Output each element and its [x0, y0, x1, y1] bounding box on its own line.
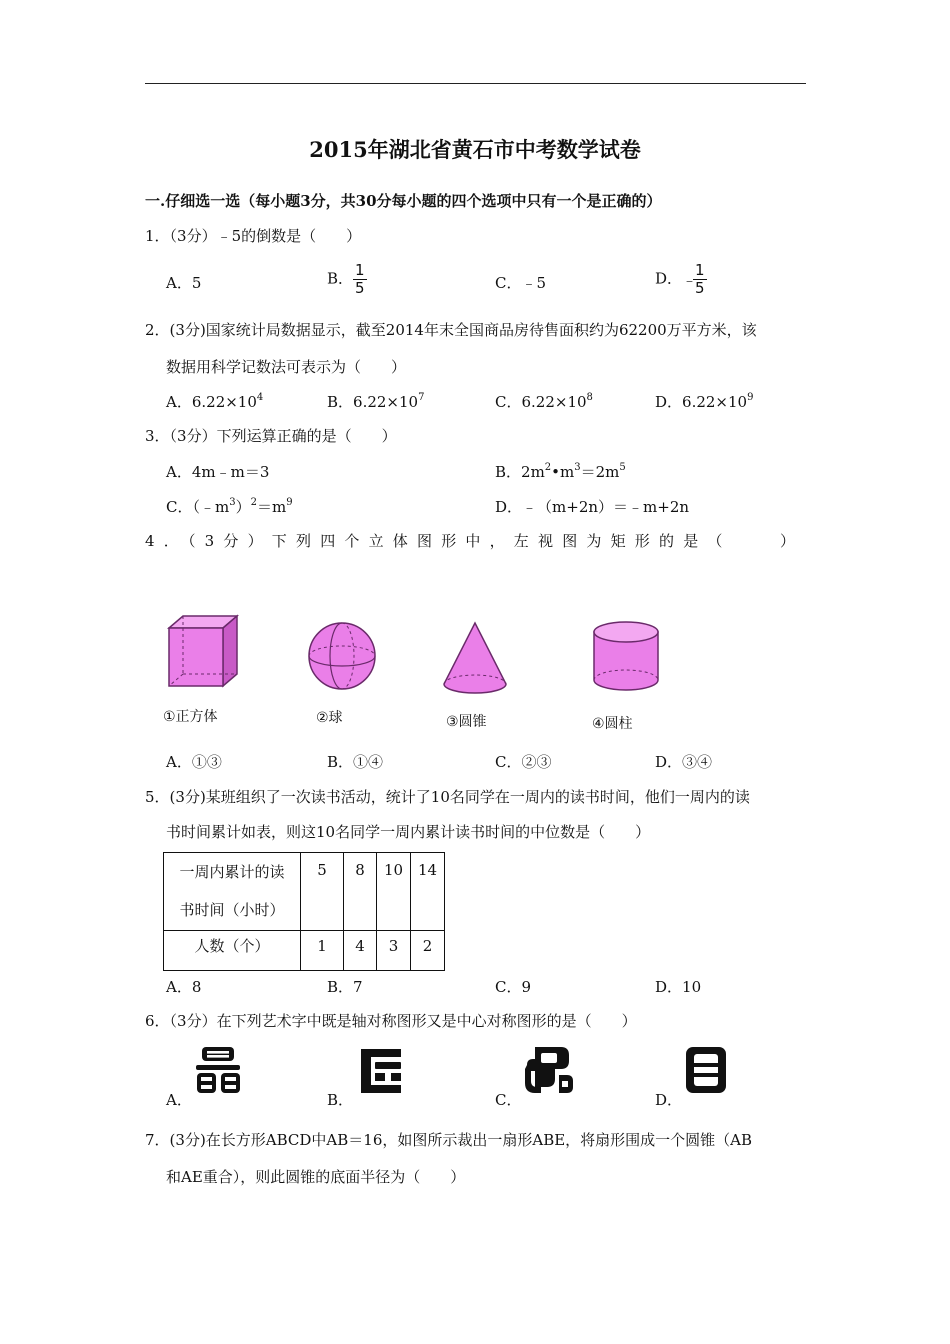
q1-option-b[interactable]: [327, 262, 367, 297]
q1-option-d[interactable]: D．﹣ $\frac{1}{5}$: [655, 261, 705, 297]
q2-stem-line1: 2．(3分)国家统计局数据显示，截至2014年末全国商品房待售面积约为62200万平方米，该: [145, 321, 757, 339]
q5-stem-line2: 书时间累计如表，则这10名同学一周内累计读书时间的中位数是（ ）: [166, 823, 651, 841]
cylinder-figure: [590, 620, 662, 694]
q1-option-a[interactable]: A．5: [166, 274, 202, 292]
q6-option-d[interactable]: D．: [655, 1091, 683, 1109]
art-character-c-figure: [521, 1041, 577, 1097]
q1-option-d-fraction: $\frac{1}{5}$: [695, 261, 705, 297]
caption-cylinder: ④圆柱: [592, 716, 633, 732]
paper-title: 2015年湖北省黄石市中考数学试卷: [309, 137, 641, 162]
table-cell: 14: [411, 853, 445, 931]
table-header-people: 人数（个）: [164, 931, 301, 971]
q6-option-c[interactable]: C．: [495, 1091, 522, 1109]
q1-option-c[interactable]: C．﹣5: [495, 274, 547, 292]
table-cell: 8: [344, 853, 377, 931]
q3-option-c[interactable]: C．$(﹣m^3)^2=m^9$: [166, 497, 293, 516]
q4-option-c[interactable]: C．②③: [495, 753, 552, 771]
q6-option-b[interactable]: B．: [327, 1091, 354, 1109]
table-cell: 3: [377, 931, 411, 971]
q2-option-d[interactable]: D．$6.22\times 10^9$: [655, 392, 754, 411]
q1-stem: 1．（3分）﹣5的倒数是（ ）: [145, 227, 362, 245]
caption-sphere: ②球: [316, 710, 343, 726]
q5-option-b[interactable]: B．7: [327, 978, 363, 996]
table-cell: 5: [301, 853, 344, 931]
q5-stem-line1: 5．(3分)某班组织了一次读书活动，统计了10名同学在一周内的读书时间，他们一周内的读: [145, 788, 750, 806]
q5-option-c[interactable]: C．9: [495, 978, 532, 996]
q3-option-d[interactable]: D．﹣（m+2n）＝﹣m+2n: [495, 498, 690, 516]
cone-figure: [440, 620, 510, 696]
table-cell: 2: [411, 931, 445, 971]
table-cell: 4: [344, 931, 377, 971]
table-cell: 10: [377, 853, 411, 931]
table-cell: 1: [301, 931, 344, 971]
caption-cube: ①正方体: [163, 709, 218, 725]
q2-option-a[interactable]: A．$6.22\times 10^4$: [166, 392, 264, 411]
q7-stem-line1: 7．(3分)在长方形ABCD中AB＝16，如图所示裁出一扇形ABE，将扇形围成一个圆锥（AB: [145, 1131, 753, 1149]
q4-option-d[interactable]: D．③④: [655, 753, 713, 771]
art-character-b-figure: [357, 1045, 407, 1097]
q1-option-d-label: D．: [655, 269, 683, 288]
q1-option-b-label: B．: [327, 269, 354, 288]
top-rule: [145, 83, 806, 84]
q6-stem: 6．（3分）在下列艺术字中既是轴对称图形又是中心对称图形的是（ ）: [145, 1012, 637, 1030]
q3-option-b[interactable]: B．$2m^2•m^3=2m^5$: [495, 462, 626, 481]
sphere-figure: [306, 620, 378, 692]
q3-stem: 3．（3分）下列运算正确的是（ ）: [145, 427, 397, 445]
art-character-a-figure: [194, 1044, 244, 1096]
table-header-hours: 一周内累计的读 书时间（小时）: [164, 853, 301, 931]
q4-option-b[interactable]: B．①④: [327, 753, 384, 771]
q4-stem: 4．（3分）下列四个立体图形中，左视图为矩形的是（ ）: [145, 532, 805, 550]
art-character-d-figure: [682, 1045, 730, 1095]
q2-option-b[interactable]: B．$6.22\times 10^7$: [327, 392, 425, 411]
q4-option-a[interactable]: A．①③: [166, 753, 222, 771]
q2-option-c[interactable]: C．$6.22\times 10^8$: [495, 392, 593, 411]
section-heading: 一.仔细选一选（每小题3分，共30分每小题的四个选项中只有一个是正确的）: [145, 192, 662, 210]
q3-option-a[interactable]: A．4m﹣m＝3: [166, 463, 270, 481]
cube-figure: [163, 612, 243, 692]
q7-stem-line2: 和AE重合），则此圆锥的底面半径为（ ）: [166, 1168, 466, 1186]
caption-cone: ③圆锥: [446, 714, 487, 730]
q2-stem-line2: 数据用科学记数法可表示为（ ）: [166, 358, 407, 376]
reading-time-table: [163, 852, 445, 971]
q6-option-a[interactable]: A．: [166, 1091, 192, 1109]
q5-option-d[interactable]: D．10: [655, 978, 702, 996]
q5-option-a[interactable]: A．8: [166, 978, 202, 996]
q1-option-b-fraction: $\frac{1}{5}$: [355, 261, 365, 297]
